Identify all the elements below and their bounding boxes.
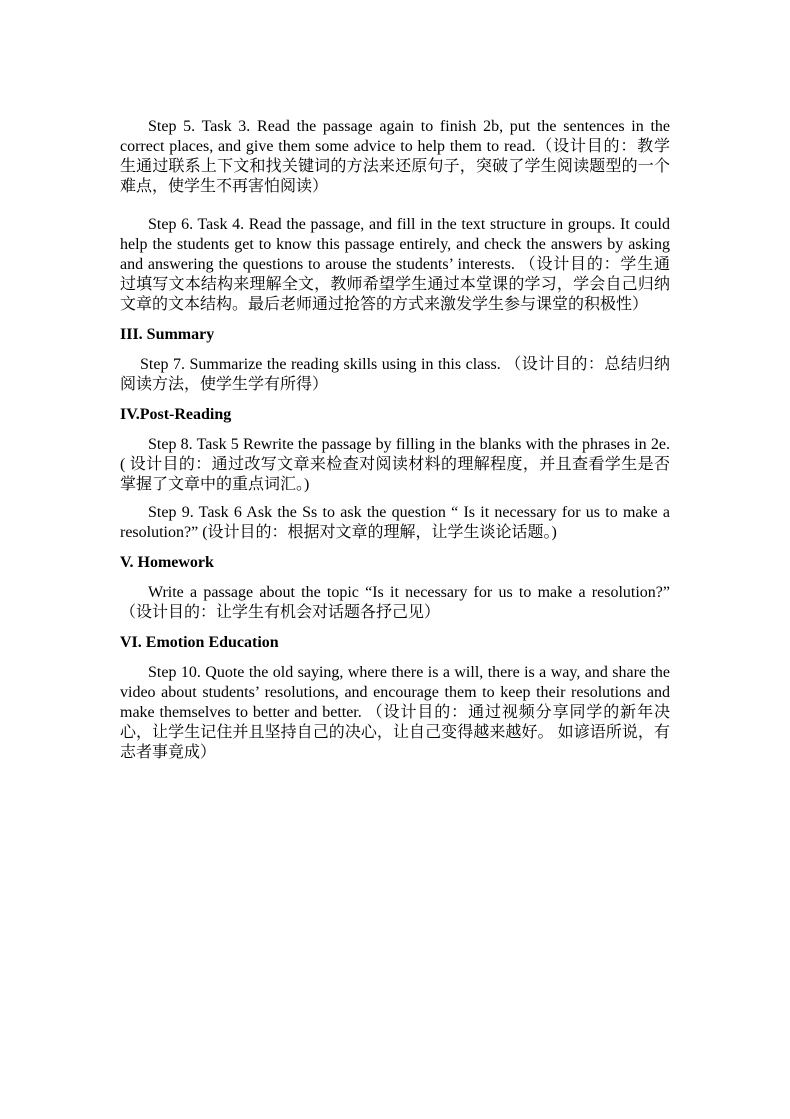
document-page <box>120 117 670 763</box>
step10-paragraph: Step 10. Quote the old saying, where there is a will, there is a way, and share the video about students’ resolutions, and encourage them to keep their resolutions and make themselves to better and better. （设计目的：通过视频分享同学的新年决心，让学生记住并且坚持自己的决心，让自己变得越来越好。 如谚语所说，有志者事竟成） <box>120 664 670 761</box>
emotion-education-heading: VI. Emotion Education <box>120 634 279 651</box>
homework-paragraph: Write a passage about the topic “Is it necessary for us to make a resolution?” （设计目的：让学生有机会对话题各抒己见） <box>120 584 670 621</box>
step8-paragraph: Step 8. Task 5 Rewrite the passage by filling in the blanks with the phrases in 2e.( 设计目的：通过改写文章来检查对阅读材料的理解程度，并且查看学生是否掌握了文章中的重点词汇。) <box>120 436 670 493</box>
step7-paragraph: Step 7. Summarize the reading skills using in this class. （设计目的：总结归纳阅读方法，使学生学有所得） <box>120 356 670 393</box>
post-reading-heading: IV.Post-Reading <box>120 406 232 423</box>
step9-paragraph: Step 9. Task 6 Ask the Ss to ask the question “ Is it necessary for us to make a resolution?” (设计目的：根据对文章的理解，让学生谈论话题。) <box>120 504 670 541</box>
homework-heading: V. Homework <box>120 554 214 571</box>
summary-heading: III. Summary <box>120 326 215 343</box>
step5-paragraph: Step 5. Task 3. Read the passage again to finish 2b, put the sentences in the correct places, and give them some advice to help them to read.（设计目的：教学生通过联系上下文和找关键词的方法来还原句子，突破了学生阅读题型的一个难点，使学生不再害怕阅读） <box>120 118 670 195</box>
step6-paragraph: Step 6. Task 4. Read the passage, and fill in the text structure in groups. It could help the students get to know this passage entirely, and check the answers by asking and answering the questions to arouse the students’ interests. （设计目的：学生通过填写文本结构来理解全文，教师希望学生通过本堂课的学习，学会自己归纳文章的文本结构。最后老师通过抢答的方式来激发学生参与课堂的积极性） <box>120 216 670 313</box>
